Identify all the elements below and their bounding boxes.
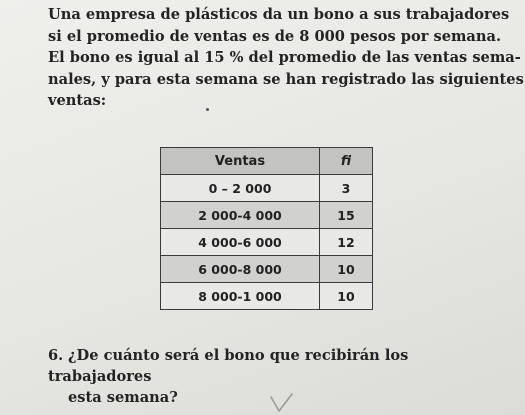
ventas-cell: 2 000-4 000 bbox=[161, 202, 320, 229]
problem-line-2: si el promedio de ventas es de 8 000 pesos por semana. bbox=[48, 27, 502, 45]
header-frequency: fi bbox=[320, 148, 373, 175]
table-row bbox=[161, 283, 373, 310]
frequency-cell: 10 bbox=[320, 256, 373, 283]
pencil-mark bbox=[206, 108, 209, 111]
problem-line-3: El bono es igual al 15 % del promedio de las ventas sema- bbox=[48, 49, 521, 66]
ventas-cell: 8 000-1 000 bbox=[161, 283, 320, 310]
table-row bbox=[161, 175, 373, 202]
sales-frequency-table bbox=[160, 147, 373, 310]
ventas-cell: 0 – 2 000 bbox=[161, 175, 320, 202]
table-header-row bbox=[161, 148, 373, 175]
ventas-cell: 4 000-6 000 bbox=[161, 229, 320, 256]
question-line-1: ¿De cuánto será el bono que recibirán los trabajadores bbox=[48, 347, 409, 385]
ventas-cell: 6 000-8 000 bbox=[161, 256, 320, 283]
header-ventas: Ventas bbox=[161, 148, 320, 175]
table-row bbox=[161, 229, 373, 256]
question-number: 6. bbox=[48, 347, 64, 364]
problem-statement bbox=[48, 4, 524, 112]
table-row bbox=[161, 202, 373, 229]
table-row bbox=[161, 256, 373, 283]
frequency-cell: 10 bbox=[320, 283, 373, 310]
problem-line-4: nales, y para esta semana se han registrado las siguientes bbox=[48, 70, 524, 88]
frequency-cell: 12 bbox=[320, 229, 373, 256]
problem-line-5: ventas: bbox=[48, 92, 107, 109]
question-line-2: esta semana? bbox=[68, 389, 178, 406]
frequency-cell: 3 bbox=[320, 175, 373, 202]
checkmark-icon bbox=[268, 392, 298, 414]
problem-line-1: Una empresa de plásticos da un bono a sus trabajadores bbox=[48, 6, 510, 23]
frequency-cell: 15 bbox=[320, 202, 373, 229]
